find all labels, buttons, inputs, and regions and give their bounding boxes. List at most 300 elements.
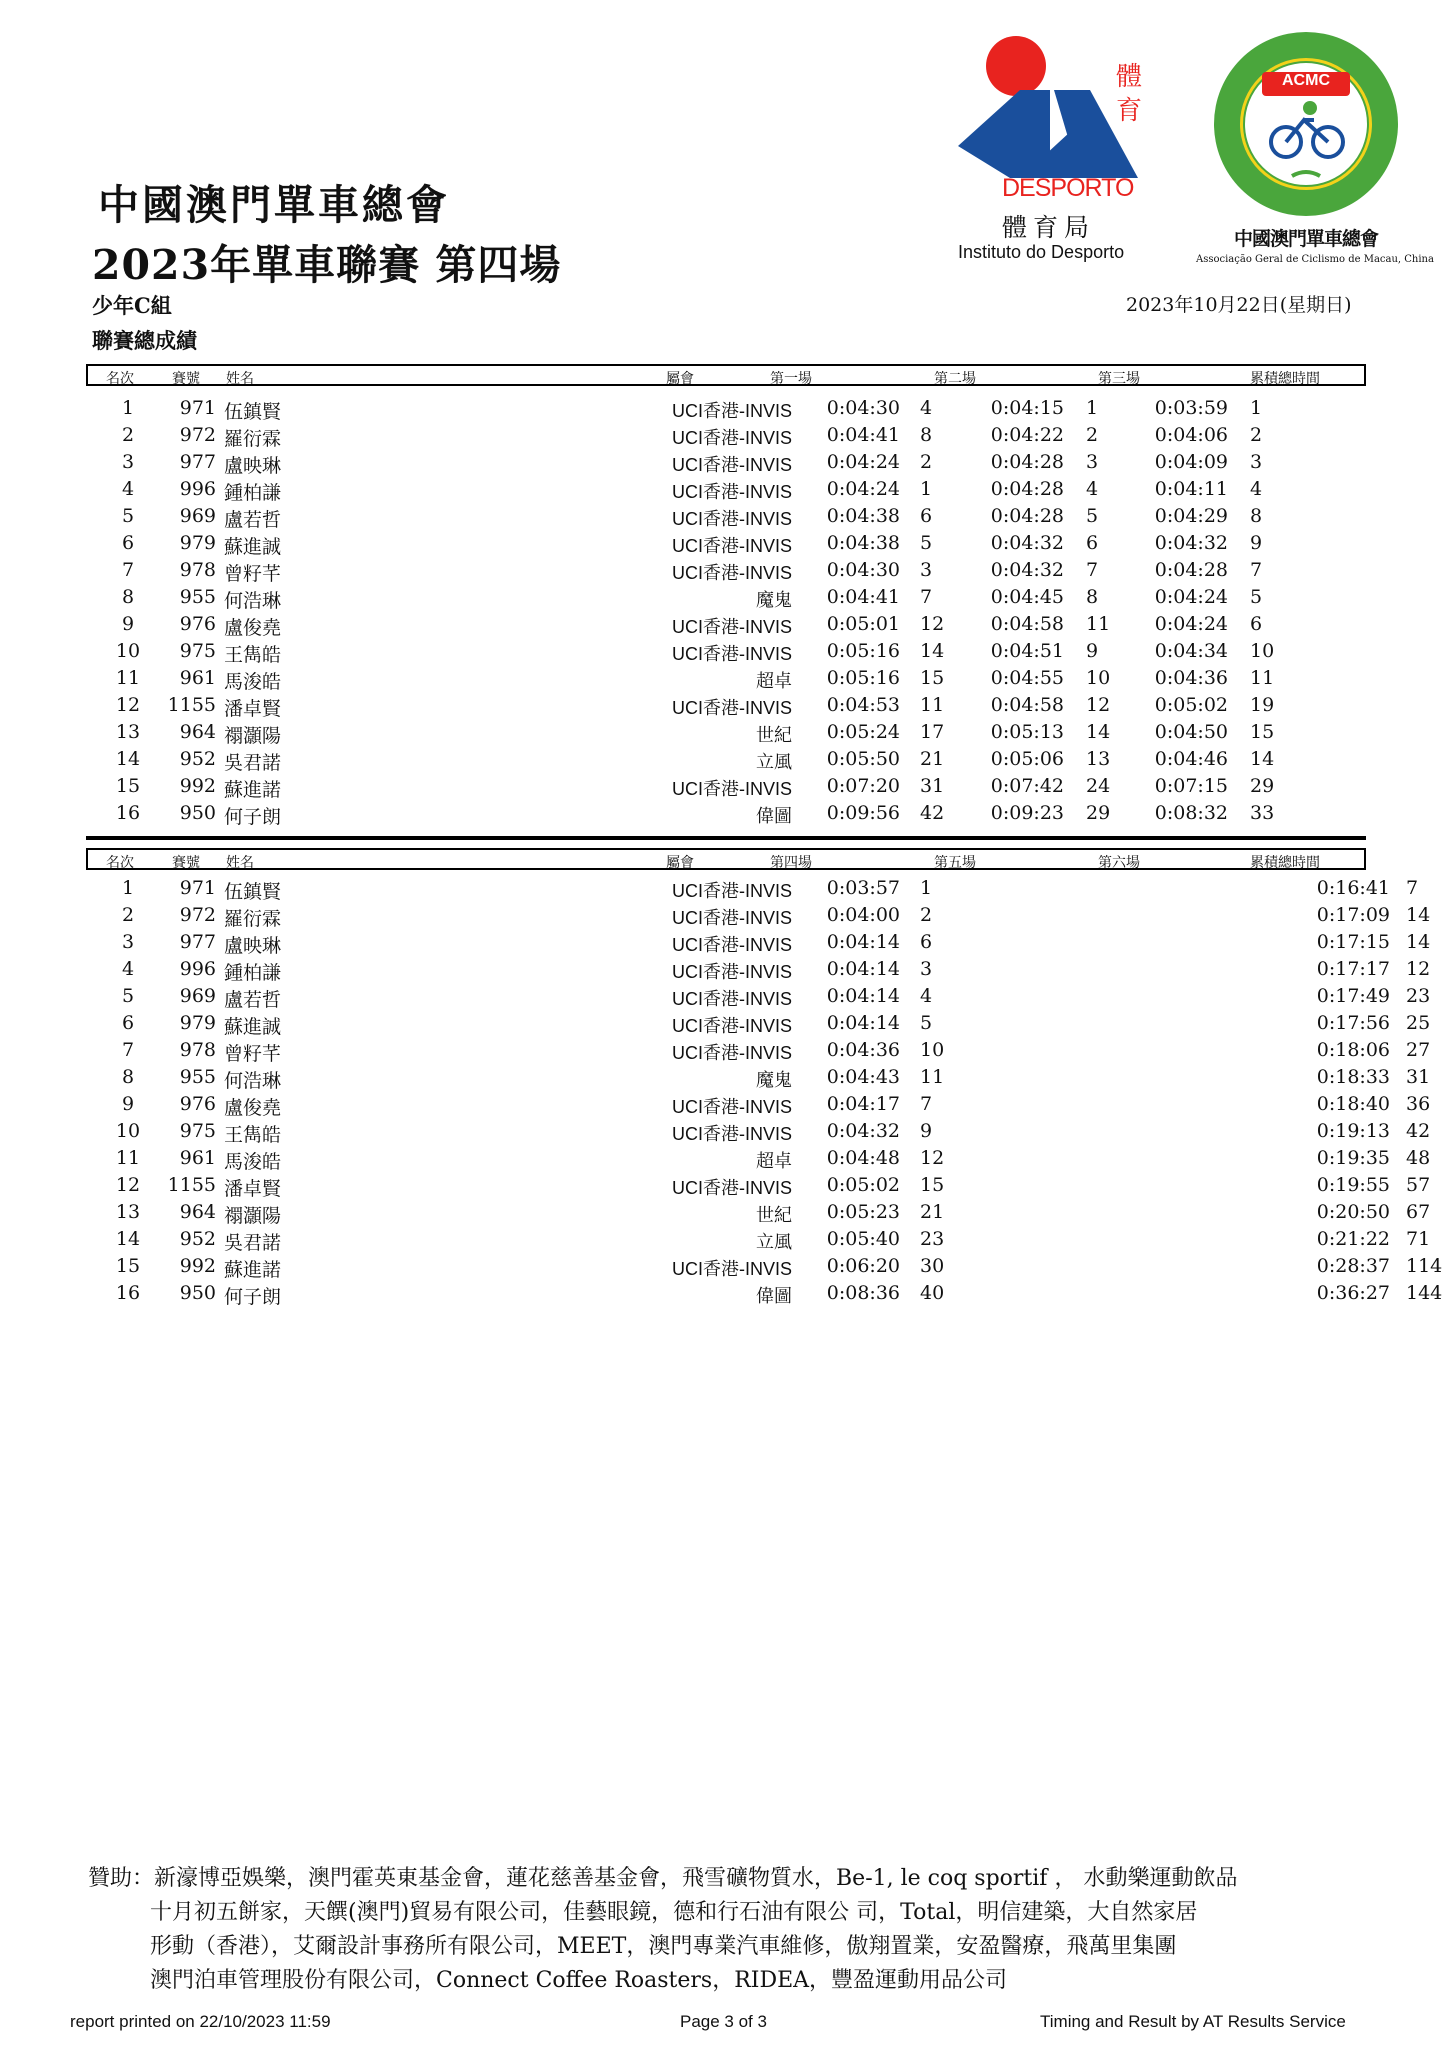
stage4-place: 6 — [920, 931, 933, 953]
stage4-place: 1 — [920, 877, 933, 899]
table-row — [86, 558, 1366, 585]
acmc-logo — [1196, 28, 1434, 278]
bib-cell: 972 — [179, 904, 216, 926]
stage1-time: 0:04:41 — [826, 424, 900, 446]
bib-cell: 969 — [179, 985, 216, 1007]
club-cell: UCI香港-INVIS — [671, 935, 792, 955]
stage2-place: 3 — [1086, 451, 1099, 473]
stage4-time: 0:08:36 — [826, 1282, 900, 1304]
club-cell: 世紀 — [756, 725, 792, 745]
rider-name: 羅衍霖 — [224, 908, 282, 930]
rider-name: 曾籽芊 — [224, 1043, 282, 1065]
rider-name: 何子朗 — [224, 1286, 282, 1308]
logo-char-bottom: 育 — [1116, 96, 1143, 126]
stage2-time: 0:04:28 — [990, 505, 1064, 527]
stage2-time: 0:04:22 — [990, 424, 1064, 446]
stage3-time: 0:04:34 — [1154, 640, 1228, 662]
header-stage1: 第一場 — [770, 370, 812, 386]
stage3-place: 4 — [1250, 478, 1263, 500]
rider-name: 盧若哲 — [224, 989, 282, 1011]
rank-cell: 14 — [115, 748, 141, 770]
sponsors-line: 十月初五餅家，天饌(澳門)貿易有限公司，佳藝眼鏡，德和行石油有限公 司，Total，明信建築，大自然家居 — [150, 1900, 1198, 1925]
stage3-place: 7 — [1250, 559, 1263, 581]
bib-cell: 950 — [179, 802, 216, 824]
stage4-time: 0:05:02 — [826, 1174, 900, 1196]
total-time: 0:16:41 — [1316, 877, 1390, 899]
bib-cell: 976 — [179, 1093, 216, 1115]
rider-name: 盧俊堯 — [224, 1097, 282, 1119]
stage3-time: 0:04:28 — [1154, 559, 1228, 581]
rank-cell: 13 — [115, 721, 141, 743]
stage4-place: 15 — [920, 1174, 945, 1196]
timing-credit: Timing and Result by AT Results Service — [1040, 2012, 1346, 2031]
table-row — [86, 1146, 1431, 1173]
page-title: 中國澳門單車總會 — [98, 181, 450, 229]
table-row — [86, 1254, 1443, 1281]
bib-cell: 950 — [179, 1282, 216, 1304]
table-row — [86, 1200, 1431, 1227]
stage3-time: 0:07:15 — [1154, 775, 1228, 797]
club-cell: UCI香港-INVIS — [671, 482, 792, 502]
rider-name: 王雋皓 — [224, 644, 282, 666]
stage4-time: 0:04:14 — [826, 985, 900, 1007]
rider-name: 蘇進誠 — [224, 1016, 282, 1038]
rider-name: 蘇進諾 — [224, 779, 282, 801]
stage3-place: 29 — [1250, 775, 1275, 797]
rank-cell: 15 — [115, 1255, 141, 1277]
stage1-place: 8 — [920, 424, 933, 446]
rank-cell: 9 — [121, 613, 135, 635]
header-rank: 名次 — [106, 370, 134, 386]
bib-cell: 996 — [179, 958, 216, 980]
rider-name: 蘇進諾 — [224, 1259, 282, 1281]
logo-brand: DESPORTO — [1002, 174, 1134, 202]
table-row — [86, 1092, 1431, 1119]
header-stage5: 第五場 — [934, 854, 976, 870]
total-time: 0:19:55 — [1316, 1174, 1390, 1196]
stage4-time: 0:04:00 — [826, 904, 900, 926]
bib-cell: 975 — [179, 640, 216, 662]
header-stage4: 第四場 — [770, 854, 812, 870]
stage3-place: 2 — [1250, 424, 1263, 446]
table-row — [86, 666, 1366, 693]
rank-cell: 13 — [115, 1201, 141, 1223]
table-row — [86, 612, 1366, 639]
stage4-place: 10 — [920, 1039, 945, 1061]
club-cell: UCI香港-INVIS — [671, 962, 792, 982]
stage1-time: 0:05:16 — [826, 640, 900, 662]
table1-header — [86, 364, 1366, 386]
acmc-name-pt: Associação Geral de Ciclismo de Macau, China — [1196, 254, 1434, 265]
total-points: 114 — [1406, 1255, 1443, 1277]
bib-cell: 977 — [179, 451, 216, 473]
stage4-time: 0:04:14 — [826, 1012, 900, 1034]
sponsors-line: 澳門泊車管理股份有限公司，Connect Coffee Roasters，RIDEA，豐盈運動用品公司 — [150, 1968, 1008, 1993]
rank-cell: 15 — [115, 775, 141, 797]
total-points: 14 — [1406, 931, 1431, 953]
total-time: 0:20:50 — [1316, 1201, 1390, 1223]
stage1-time: 0:04:24 — [826, 478, 900, 500]
rider-name: 伍鎮賢 — [224, 401, 282, 423]
stage2-place: 1 — [1086, 397, 1099, 419]
results-subtitle: 聯賽總成績 — [92, 328, 197, 353]
stage1-place: 2 — [920, 451, 933, 473]
stage2-place: 9 — [1086, 640, 1099, 662]
rank-cell: 8 — [121, 1066, 135, 1088]
rider-name: 曾籽芊 — [224, 563, 282, 585]
stage2-time: 0:04:15 — [990, 397, 1064, 419]
bib-cell: 971 — [179, 877, 216, 899]
rider-name: 何子朗 — [224, 806, 282, 828]
stage1-time: 0:09:56 — [826, 802, 900, 824]
table-row — [86, 423, 1366, 450]
stage3-time: 0:04:46 — [1154, 748, 1228, 770]
rank-cell: 4 — [121, 478, 135, 500]
rider-name: 盧映琳 — [224, 935, 282, 957]
table-row — [86, 984, 1431, 1011]
total-time: 0:17:56 — [1316, 1012, 1390, 1034]
rider-name: 鍾柏謙 — [224, 962, 282, 984]
club-cell: 超卓 — [756, 1151, 792, 1171]
stage3-time: 0:04:36 — [1154, 667, 1228, 689]
club-cell: UCI香港-INVIS — [671, 1178, 792, 1198]
stage3-time: 0:04:09 — [1154, 451, 1228, 473]
total-time: 0:36:27 — [1316, 1282, 1390, 1304]
stage2-time: 0:09:23 — [990, 802, 1064, 824]
rider-name: 吳君諾 — [224, 752, 282, 774]
table-row — [86, 720, 1366, 747]
total-points: 23 — [1406, 985, 1431, 1007]
club-cell: 世紀 — [756, 1205, 792, 1225]
club-cell: UCI香港-INVIS — [671, 509, 792, 529]
total-points: 14 — [1406, 904, 1431, 926]
stage4-place: 3 — [920, 958, 933, 980]
table-row — [86, 1173, 1431, 1200]
stage1-place: 15 — [920, 667, 945, 689]
stage2-time: 0:04:58 — [990, 694, 1064, 716]
category-label: 少年C組 — [92, 293, 172, 318]
total-time: 0:17:49 — [1316, 985, 1390, 1007]
club-cell: UCI香港-INVIS — [671, 644, 792, 664]
stage4-place: 7 — [920, 1093, 933, 1115]
stage2-time: 0:05:06 — [990, 748, 1064, 770]
club-cell: 立風 — [756, 752, 792, 772]
stage2-place: 5 — [1086, 505, 1099, 527]
club-cell: UCI香港-INVIS — [671, 779, 792, 799]
stage2-place: 2 — [1086, 424, 1099, 446]
club-cell: 魔鬼 — [756, 1070, 792, 1090]
total-points: 48 — [1406, 1147, 1431, 1169]
total-points: 12 — [1406, 958, 1431, 980]
rank-cell: 1 — [121, 397, 135, 419]
stage2-time: 0:04:55 — [990, 667, 1064, 689]
bib-cell: 979 — [179, 532, 216, 554]
stage1-time: 0:05:24 — [826, 721, 900, 743]
stage2-place: 14 — [1086, 721, 1111, 743]
bib-cell: 961 — [179, 667, 216, 689]
header-club: 屬會 — [666, 370, 694, 386]
stage3-place: 19 — [1250, 694, 1275, 716]
rank-cell: 3 — [121, 931, 135, 953]
stage2-place: 6 — [1086, 532, 1099, 554]
rank-cell: 4 — [121, 958, 135, 980]
stage4-time: 0:05:40 — [826, 1228, 900, 1250]
bib-cell: 964 — [179, 721, 216, 743]
bib-cell: 952 — [179, 1228, 216, 1250]
bib-cell: 961 — [179, 1147, 216, 1169]
logo-name-zh: 體育局 — [1002, 213, 1096, 242]
stage1-place: 14 — [920, 640, 945, 662]
stage1-time: 0:07:20 — [826, 775, 900, 797]
total-time: 0:19:35 — [1316, 1147, 1390, 1169]
stage2-place: 8 — [1086, 586, 1099, 608]
stage2-place: 7 — [1086, 559, 1099, 581]
bib-cell: 955 — [179, 1066, 216, 1088]
logo-char-top: 體 — [1116, 62, 1143, 92]
rank-cell: 6 — [121, 1012, 135, 1034]
rank-cell: 12 — [115, 694, 141, 716]
stage2-place: 12 — [1086, 694, 1111, 716]
rank-cell: 16 — [115, 1282, 141, 1304]
club-cell: 偉圖 — [756, 1286, 792, 1306]
rank-cell: 6 — [121, 532, 135, 554]
stage4-time: 0:04:14 — [826, 958, 900, 980]
stage2-time: 0:05:13 — [990, 721, 1064, 743]
club-cell: 偉圖 — [756, 806, 792, 826]
total-time: 0:19:13 — [1316, 1120, 1390, 1142]
table-row — [86, 531, 1366, 558]
rider-name: 禤灝陽 — [224, 725, 282, 747]
rider-name: 蘇進誠 — [224, 536, 282, 558]
rider-name: 盧若哲 — [224, 509, 282, 531]
stage1-time: 0:05:16 — [826, 667, 900, 689]
club-cell: UCI香港-INVIS — [671, 455, 792, 475]
stage2-time: 0:07:42 — [990, 775, 1064, 797]
header-bib: 賽號 — [172, 370, 200, 386]
acmc-badge: ACMC — [1282, 72, 1330, 89]
stage1-place: 4 — [920, 397, 933, 419]
header-total: 累積總時間 — [1250, 854, 1320, 870]
table-row — [86, 957, 1431, 984]
rank-cell: 7 — [121, 1039, 135, 1061]
stage3-time: 0:04:06 — [1154, 424, 1228, 446]
header-name: 姓名 — [226, 370, 254, 386]
stage1-time: 0:04:53 — [826, 694, 900, 716]
rider-name: 吳君諾 — [224, 1232, 282, 1254]
header-rank: 名次 — [106, 854, 134, 870]
bib-cell: 971 — [179, 397, 216, 419]
stage1-place: 7 — [920, 586, 933, 608]
bib-cell: 975 — [179, 1120, 216, 1142]
club-cell: 立風 — [756, 1232, 792, 1252]
stage4-time: 0:04:14 — [826, 931, 900, 953]
stage2-place: 10 — [1086, 667, 1111, 689]
table-row — [86, 930, 1431, 957]
total-points: 71 — [1406, 1228, 1431, 1250]
rider-name: 何浩琳 — [224, 1070, 282, 1092]
stage4-place: 2 — [920, 904, 933, 926]
club-cell: UCI香港-INVIS — [671, 563, 792, 583]
club-cell: UCI香港-INVIS — [671, 1259, 792, 1279]
stage1-time: 0:04:30 — [826, 397, 900, 419]
table-row — [86, 639, 1366, 666]
stage3-place: 8 — [1250, 505, 1263, 527]
club-cell: UCI香港-INVIS — [671, 698, 792, 718]
rank-cell: 5 — [121, 985, 135, 1007]
bib-cell: 969 — [179, 505, 216, 527]
table-row — [86, 396, 1366, 423]
rank-cell: 10 — [115, 640, 141, 662]
bib-cell: 1155 — [167, 1174, 216, 1196]
table-row — [86, 1227, 1431, 1254]
header-total: 累積總時間 — [1250, 370, 1320, 386]
rider-name: 潘卓賢 — [224, 1178, 282, 1200]
printed-timestamp: report printed on 22/10/2023 11:59 — [70, 2012, 331, 2031]
table2-header — [86, 848, 1366, 870]
table-row — [86, 1281, 1443, 1308]
club-cell: UCI香港-INVIS — [671, 908, 792, 928]
stage3-time: 0:05:02 — [1154, 694, 1228, 716]
rider-name: 馬浚皓 — [224, 671, 282, 693]
bib-cell: 952 — [179, 748, 216, 770]
table-row — [86, 504, 1366, 531]
stage3-place: 10 — [1250, 640, 1275, 662]
stage4-time: 0:04:32 — [826, 1120, 900, 1142]
stage4-place: 30 — [920, 1255, 945, 1277]
bib-cell: 1155 — [167, 694, 216, 716]
club-cell: UCI香港-INVIS — [671, 428, 792, 448]
rider-name: 盧俊堯 — [224, 617, 282, 639]
event-title: 2023年單車聯賽 第四場 — [92, 241, 562, 289]
stage4-time: 0:04:17 — [826, 1093, 900, 1115]
rank-cell: 7 — [121, 559, 135, 581]
table-row — [86, 747, 1366, 774]
bib-cell: 976 — [179, 613, 216, 635]
stage1-place: 5 — [920, 532, 933, 554]
rider-name: 伍鎮賢 — [224, 881, 282, 903]
stage3-place: 1 — [1250, 397, 1263, 419]
total-time: 0:18:06 — [1316, 1039, 1390, 1061]
stage1-time: 0:04:38 — [826, 505, 900, 527]
rider-name: 馬浚皓 — [224, 1151, 282, 1173]
stage4-place: 23 — [920, 1228, 945, 1250]
stage4-time: 0:04:36 — [826, 1039, 900, 1061]
club-cell: UCI香港-INVIS — [671, 617, 792, 637]
table-row — [86, 1065, 1431, 1092]
rider-name: 盧映琳 — [224, 455, 282, 477]
logo-name-pt: Instituto do Desporto — [958, 242, 1125, 262]
rank-cell: 8 — [121, 586, 135, 608]
stage1-time: 0:04:30 — [826, 559, 900, 581]
rank-cell: 10 — [115, 1120, 141, 1142]
page-number: Page 3 of 3 — [680, 2012, 767, 2031]
total-points: 67 — [1406, 1201, 1431, 1223]
table-row — [86, 801, 1366, 828]
stage2-time: 0:04:51 — [990, 640, 1064, 662]
bib-cell: 978 — [179, 1039, 216, 1061]
club-cell: UCI香港-INVIS — [671, 401, 792, 421]
club-cell: UCI香港-INVIS — [671, 1043, 792, 1063]
table-row — [86, 903, 1431, 930]
stage1-place: 17 — [920, 721, 945, 743]
stage1-time: 0:04:24 — [826, 451, 900, 473]
rank-cell: 14 — [115, 1228, 141, 1250]
total-points: 7 — [1406, 877, 1419, 899]
stage2-place: 11 — [1086, 613, 1111, 635]
stage1-place: 42 — [920, 802, 945, 824]
stage2-place: 29 — [1086, 802, 1111, 824]
rank-cell: 11 — [115, 667, 141, 689]
table-row — [86, 693, 1366, 720]
club-cell: UCI香港-INVIS — [671, 1016, 792, 1036]
sponsors-block — [88, 1862, 1388, 1998]
table-divider — [86, 836, 1366, 840]
stage2-time: 0:04:28 — [990, 451, 1064, 473]
stage1-time: 0:04:41 — [826, 586, 900, 608]
stage2-time: 0:04:32 — [990, 559, 1064, 581]
sponsors-line: 贊助：新濠博亞娛樂，澳門霍英東基金會，蓮花慈善基金會，飛雪礦物質水，Be-1, le coq sportif ， 水動樂運動飲品 — [88, 1866, 1238, 1891]
rank-cell: 1 — [121, 877, 135, 899]
total-points: 57 — [1406, 1174, 1431, 1196]
club-cell: UCI香港-INVIS — [671, 536, 792, 556]
rank-cell: 3 — [121, 451, 135, 473]
stage4-time: 0:04:43 — [826, 1066, 900, 1088]
total-time: 0:18:33 — [1316, 1066, 1390, 1088]
stage4-time: 0:04:48 — [826, 1147, 900, 1169]
stage4-place: 21 — [920, 1201, 945, 1223]
rank-cell: 12 — [115, 1174, 141, 1196]
total-time: 0:18:40 — [1316, 1093, 1390, 1115]
stage3-time: 0:04:24 — [1154, 613, 1228, 635]
header-bib: 賽號 — [172, 854, 200, 870]
rider-name: 禤灝陽 — [224, 1205, 282, 1227]
stage3-place: 9 — [1250, 532, 1263, 554]
stage3-place: 6 — [1250, 613, 1263, 635]
bib-cell: 955 — [179, 586, 216, 608]
stage3-place: 15 — [1250, 721, 1275, 743]
total-points: 25 — [1406, 1012, 1431, 1034]
stage3-time: 0:04:11 — [1154, 478, 1228, 500]
rank-cell: 2 — [121, 904, 135, 926]
club-cell: UCI香港-INVIS — [671, 1097, 792, 1117]
stage3-time: 0:04:24 — [1154, 586, 1228, 608]
stage3-time: 0:04:29 — [1154, 505, 1228, 527]
rank-cell: 2 — [121, 424, 135, 446]
total-time: 0:17:09 — [1316, 904, 1390, 926]
club-cell: UCI香港-INVIS — [671, 989, 792, 1009]
rider-name: 羅衍霖 — [224, 428, 282, 450]
event-date: 2023年10月22日(星期日) — [1126, 294, 1352, 316]
desporto-logo — [950, 28, 1160, 268]
stage1-place: 11 — [920, 694, 945, 716]
stage3-place: 5 — [1250, 586, 1263, 608]
bib-cell: 972 — [179, 424, 216, 446]
stage1-place: 1 — [920, 478, 933, 500]
header-stage2: 第二場 — [934, 370, 976, 386]
table-row — [86, 774, 1366, 801]
stage1-place: 6 — [920, 505, 933, 527]
total-points: 27 — [1406, 1039, 1431, 1061]
header-club: 屬會 — [666, 854, 694, 870]
bib-cell: 979 — [179, 1012, 216, 1034]
sponsors-line: 形動（香港），艾爾設計事務所有限公司，MEET，澳門專業汽車維修，傲翔置業，安盈醫療，飛萬里集團 — [150, 1934, 1177, 1959]
stage3-time: 0:03:59 — [1154, 397, 1228, 419]
stage2-time: 0:04:32 — [990, 532, 1064, 554]
bib-cell: 978 — [179, 559, 216, 581]
bib-cell: 992 — [179, 775, 216, 797]
stage1-time: 0:05:01 — [826, 613, 900, 635]
bib-cell: 996 — [179, 478, 216, 500]
